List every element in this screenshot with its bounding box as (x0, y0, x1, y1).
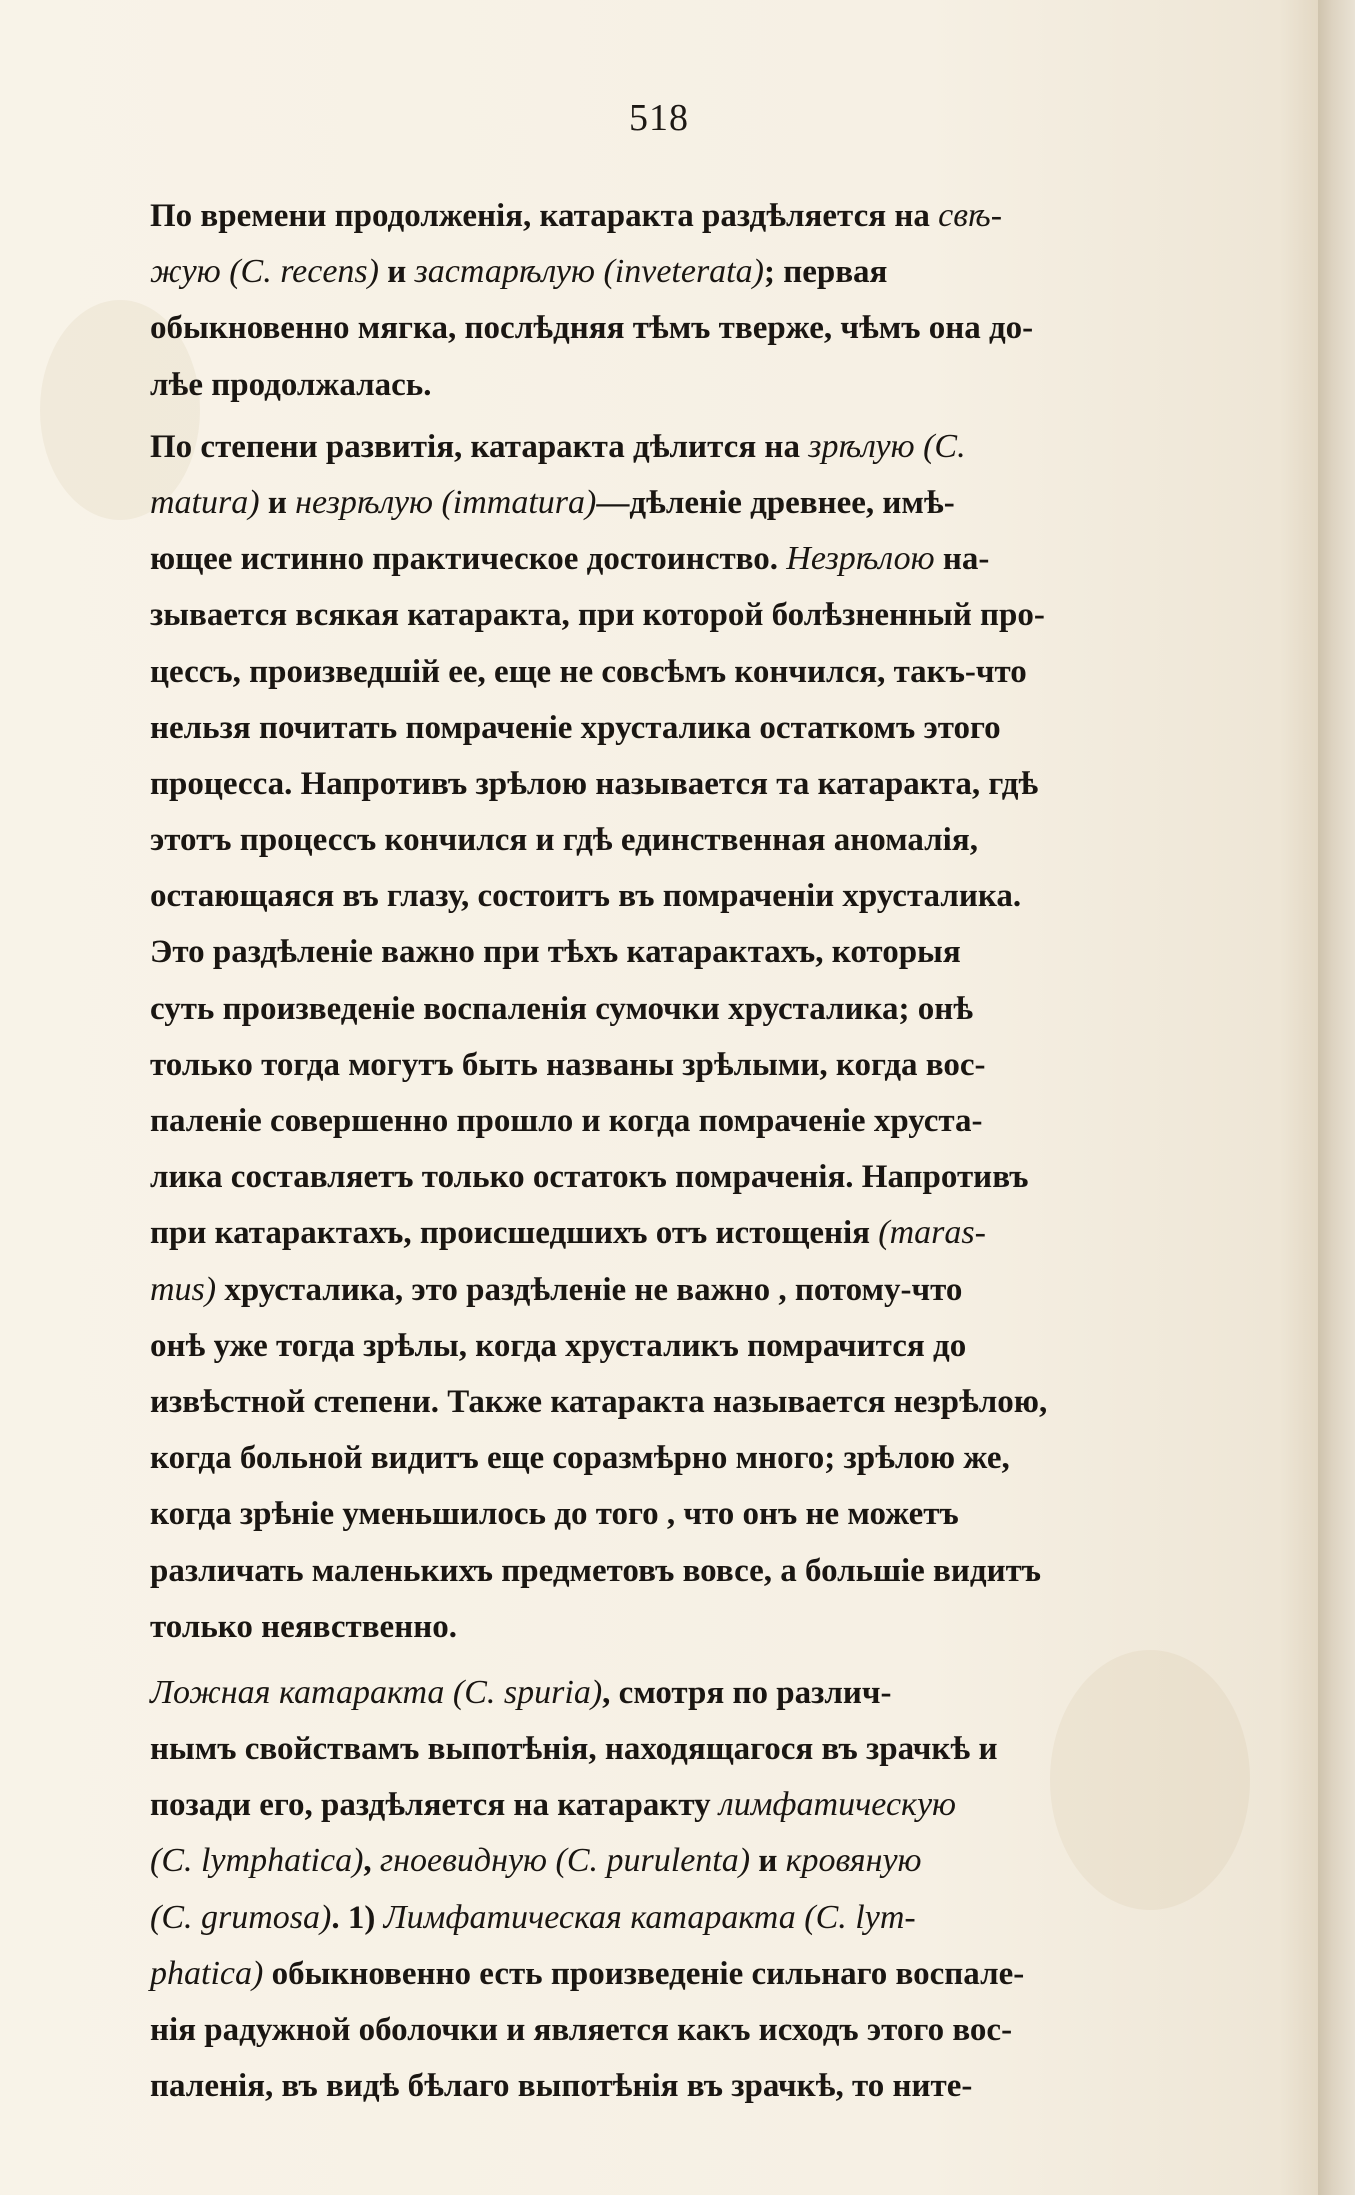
text-line (150, 587, 1232, 643)
text-line (150, 357, 1232, 413)
text-run: , (363, 1843, 380, 1880)
text-line (150, 475, 1232, 531)
text-run: нія радужной оболочки и является какъ исходъ этого вос- (150, 2012, 1013, 2048)
italic-text: гноевидную (C. purulenta) (379, 1842, 751, 1880)
text-run: и (750, 1843, 786, 1880)
text-line (150, 300, 1232, 356)
text-line (150, 188, 1232, 244)
text-line (150, 644, 1232, 700)
text-run: только неявственно. (150, 1608, 457, 1645)
page-edge (1318, 0, 1355, 2195)
italic-text: Лимфатическая катаракта (C. lym- (383, 1898, 916, 1936)
italic-text: matura) (150, 483, 260, 521)
text-line (150, 244, 1232, 300)
text-line (150, 1721, 1232, 1777)
text-run: на- (934, 541, 990, 578)
text-line (150, 924, 1232, 980)
text-line (150, 531, 1232, 587)
italic-text: кровяную (785, 1842, 922, 1880)
text-line (150, 1665, 1232, 1721)
text-line (150, 1543, 1232, 1599)
text-line (150, 1486, 1232, 1542)
text-run: остающаяся въ глазу, состоитъ въ помраченіи хрусталика. (150, 878, 1022, 915)
text-line (150, 1946, 1232, 2002)
text-run: нымъ свойствамъ выпотѣнія, находящагося въ зрачкѣ и (150, 1731, 998, 1768)
text-line (150, 1777, 1232, 1833)
text-run: когда больной видитъ еще соразмѣрно много; зрѣлою же, (150, 1440, 1010, 1477)
italic-text: mus) (150, 1270, 217, 1308)
text-run: По времени продолженія, катаракта раздѣляется на (150, 198, 939, 234)
italic-text: Незрѣлою (786, 540, 935, 578)
italic-text: жую (C. recens) (150, 253, 379, 291)
text-run: хрусталика, это раздѣленіе не важно , потому-что (216, 1271, 963, 1308)
text-line (150, 1599, 1232, 1655)
text-run: при катарактахъ, происшедшихъ отъ истощенія (150, 1215, 879, 1252)
text-run: когда зрѣніе уменьшилось до того , что онъ не можетъ (150, 1496, 959, 1533)
text-run: цессъ, произведшій ее, еще не совсѣмъ кончился, такъ-что (150, 653, 1027, 690)
text-run: Это раздѣленіе важно при тѣхъ катарактахъ, которыя (150, 934, 961, 971)
text-run: позади его, раздѣляется на катаракту (150, 1787, 719, 1824)
italic-text: незрѣлую (immatura) (295, 483, 597, 521)
text-line (150, 1890, 1232, 1946)
text-line (150, 1205, 1232, 1261)
text-run: и (259, 484, 296, 521)
italic-text: phatica) (150, 1954, 264, 1992)
text-run: По степени развитія, катаракта дѣлится на (150, 428, 809, 465)
text-run: лѣе продолжалась. (150, 366, 432, 403)
text-run: зывается всякая катаракта, при которой болѣзненный про- (150, 597, 1045, 634)
body-text (150, 188, 1232, 2114)
text-run: извѣстной степени. Также катаракта называется незрѣлою, (150, 1383, 1048, 1420)
text-run: различать маленькихъ предметовъ вовсе, а большіе видитъ (150, 1552, 1042, 1589)
text-run: процесса. Напротивъ зрѣлою называется та катаракта, гдѣ (150, 765, 1039, 802)
text-run: суть произведеніе воспаленія сумочки хрусталика; онѣ (150, 990, 974, 1027)
text-run: и (379, 254, 415, 291)
text-run: этотъ процессъ кончился и гдѣ единственная аномалія, (150, 822, 978, 859)
italic-text: (C. lymphatica) (150, 1842, 364, 1880)
text-line (150, 2002, 1232, 2058)
italic-text: (maras- (878, 1214, 986, 1252)
text-line (150, 2058, 1232, 2114)
text-line (150, 1149, 1232, 1205)
text-run: ющее истинно практическое достоинство. (150, 541, 787, 578)
text-line (150, 1318, 1232, 1374)
text-run: —дѣленіе древнее, имѣ- (596, 484, 955, 521)
text-line (150, 868, 1232, 924)
text-line (150, 1093, 1232, 1149)
text-line (150, 812, 1232, 868)
text-run: паленія, въ видѣ бѣлаго выпотѣнія въ зрачкѣ, то ните- (150, 2068, 973, 2105)
text-line (150, 981, 1232, 1037)
italic-text: лимфатическую (718, 1786, 957, 1824)
text-line (150, 1430, 1232, 1486)
text-line (150, 1833, 1232, 1889)
text-run: , смотря по различ- (602, 1674, 892, 1711)
text-run: онѣ уже тогда зрѣлы, когда хрусталикъ помрачится до (150, 1327, 967, 1364)
text-run: нельзя почитать помраченіе хрусталика остаткомъ этого (150, 709, 1001, 746)
text-run: паленіе совершенно прошло и когда помраченіе хруста- (150, 1103, 983, 1139)
text-line (150, 700, 1232, 756)
text-run: обыкновенно мягка, послѣдняя тѣмъ тверже, чѣмъ она до- (150, 310, 1034, 347)
text-run: . 1) (331, 1899, 384, 1936)
text-line (150, 1037, 1232, 1093)
italic-text: (C. grumosa) (150, 1898, 332, 1936)
text-line (150, 419, 1232, 475)
italic-text: свѣ- (938, 197, 1003, 234)
text-line (150, 1374, 1232, 1430)
italic-text: застарѣлую (inveterata) (414, 253, 764, 291)
text-run: только тогда могутъ быть названы зрѣлыми, когда вос- (150, 1046, 986, 1083)
text-line (150, 1262, 1232, 1318)
italic-text: Ложная катаракта (C. spuria) (150, 1673, 603, 1711)
page-number: 518 (629, 97, 689, 139)
text-line (150, 756, 1232, 812)
text-run: ; первая (763, 254, 888, 291)
text-run: обыкновенно есть произведеніе сильнаго воспале- (263, 1955, 1025, 1992)
italic-text: зрѣлую (C. (808, 427, 966, 465)
text-run: лика составляетъ только остатокъ помраченія. Напротивъ (150, 1159, 1029, 1196)
